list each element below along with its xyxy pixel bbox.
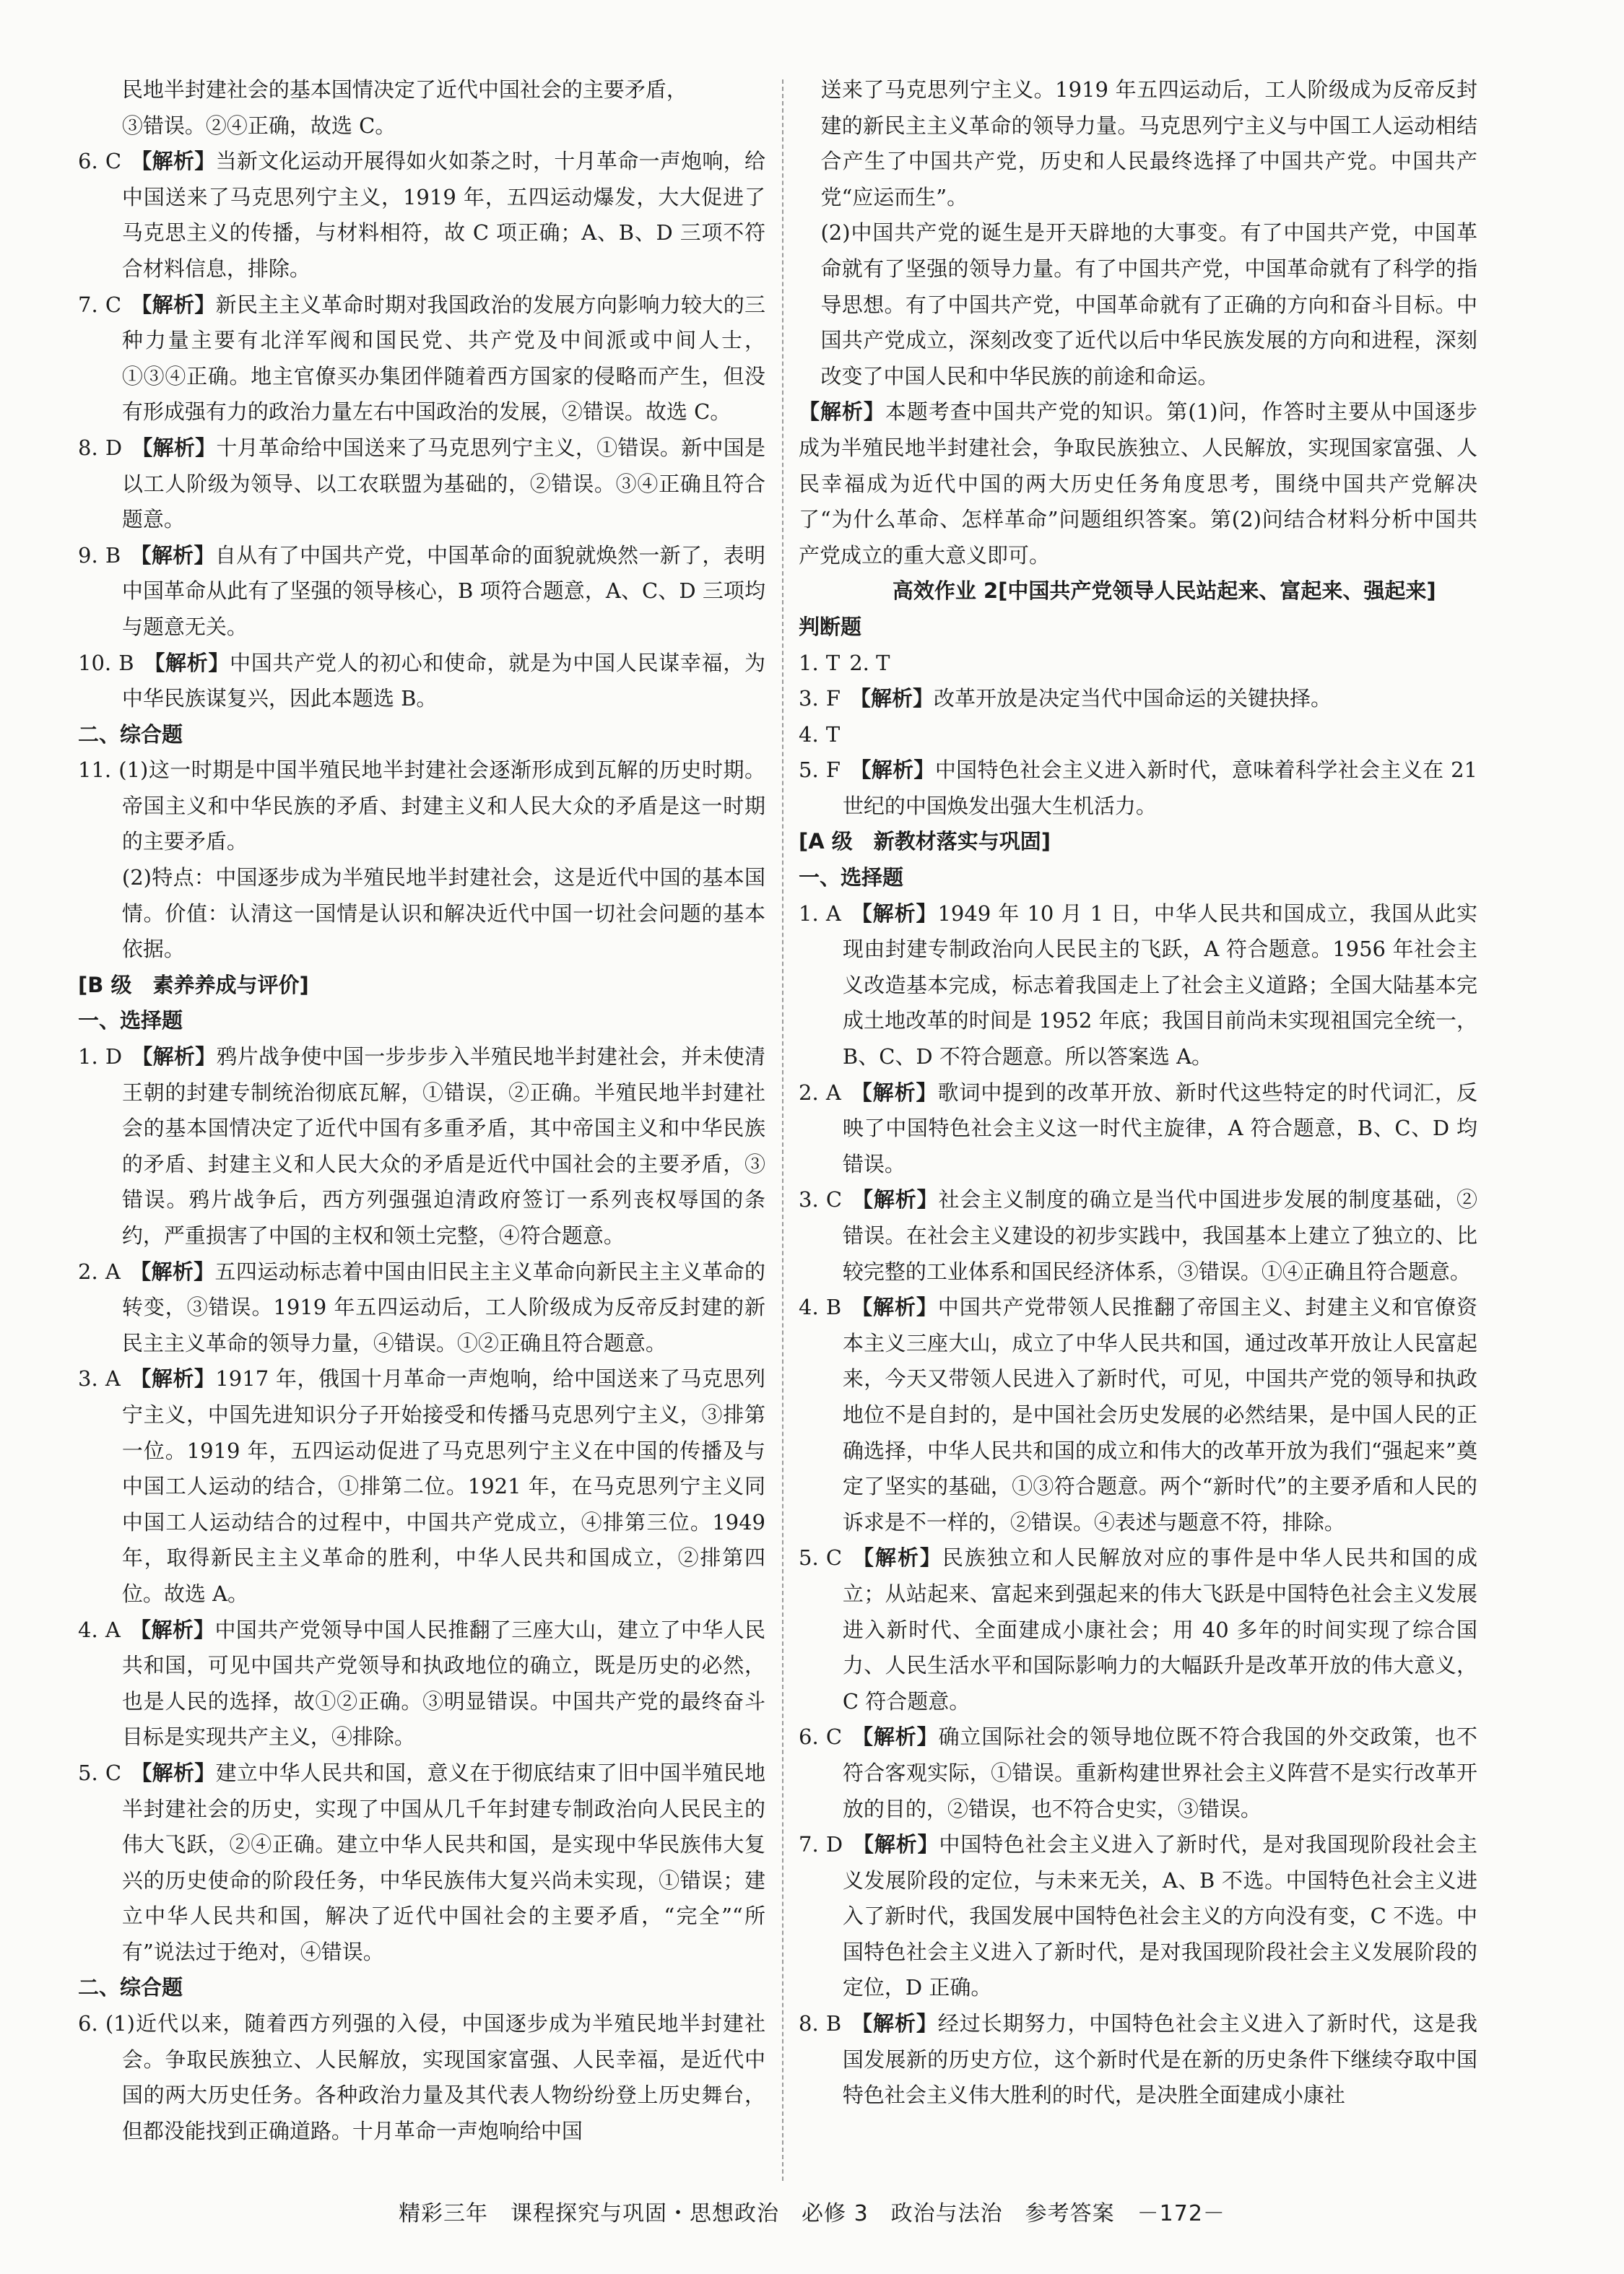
analysis-tag: 【解析】 [849, 758, 935, 783]
analysis-tag: 【解析】 [129, 1366, 216, 1392]
analysis-tag: 【解析】 [131, 435, 217, 460]
item-number: 6. [78, 149, 98, 174]
item-text: 十月革命给中国送来了马克思列宁主义，①错误。新中国是以工人阶级为领导、以工农联盟为基础的，②错误。③④正确且符合题意。 [121, 435, 765, 532]
item-text: 五四运动标志着中国由旧民主主义革命向新民主主义革命的转变，③错误。1919 年五四运动后，工人阶级成为反帝反封建的新民主主义革命的领导力量，④错误。①②正确且符合题意。 [121, 1259, 765, 1355]
analysis-tag: 【解析】 [131, 149, 216, 174]
answer-item [799, 1075, 1477, 1183]
item-text: 中国共产党领导中国人民推翻了三座大山，建立了中华人民共和国，可见中国共产党领导和执政地位的确立，既是历史的必然，也是人民的选择，故①②正确。③明显错误。中国共产党的最终奋斗目标是实现共产主义，④排除。 [121, 1617, 765, 1750]
answer-item [799, 896, 1477, 1075]
level-a-heading: [A 级 新教材落实与巩固] [799, 829, 1051, 854]
level-b-heading: [B 级 素养养成与评价] [78, 972, 309, 997]
continued-text: 送来了马克思列宁主义。1919 年五四运动后，工人阶级成为反帝反封建的新民主主义革命的领导力量。马克思列宁主义与中国工人运动相结合产生了中国共产党，历史和人民最终选择了中国共产党。中国共产党“应运而生”。 [820, 77, 1477, 209]
item-text: 民族独立和人民解放对应的事件是中华人民共和国的成立；从站起来、富起来到强起来的伟大飞跃是中国特色社会主义发展进入新时代、全面建成小康社会；用 40 多年的时间实现了综合国力、人民生活水平和国际影响力的大幅跃升是改革开放的伟大意义，C 符合题意。 [842, 1545, 1477, 1714]
section-title: 高效作业 2[中国共产党领导人民站起来、富起来、强起来] [892, 578, 1436, 604]
item-number: 5. [78, 1760, 98, 1785]
item-number: 4. [799, 1295, 819, 1320]
analysis-tag: 【解析】 [849, 686, 934, 711]
item-answer: D [105, 435, 123, 460]
answer-item [799, 717, 1477, 753]
analysis-tag: 【解析】 [850, 1080, 938, 1105]
item-number: 7. [78, 292, 98, 317]
answer-item [799, 1827, 1477, 2006]
item-answer: A [105, 1617, 121, 1642]
item-answer: B [105, 542, 121, 568]
answer-item [799, 681, 1477, 717]
section-heading: 一、选择题 [799, 865, 904, 890]
section-heading: 一、选择题 [78, 1008, 183, 1033]
answer-item [78, 1613, 765, 1756]
item-text: 歌词中提到的改革开放、新时代这些特定的时代词汇，反映了中国特色社会主义这一时代主旋律，A 符合题意，B、C、D 均错误。 [842, 1080, 1477, 1176]
item-text: 社会主义制度的确立是当代中国进步发展的制度基础，②错误。在社会主义建设的初步实践中，我国基本上建立了独立的、比较完整的工业体系和国民经济体系，③错误。①④正确且符合题意。 [842, 1187, 1477, 1284]
item-text: 自从有了中国共产党，中国革命的面貌就焕然一新了，表明中国革命从此有了坚强的领导核心，B 项符合题意，A、C、D 三项均与题意无关。 [121, 542, 765, 639]
item-number: 6. [799, 1724, 819, 1750]
item-number: 1. [799, 901, 819, 926]
item-answer: A [105, 1259, 121, 1284]
analysis-tag: 【解析】 [131, 1044, 217, 1069]
analysis-tag: 【解析】 [130, 542, 215, 568]
item-number: 2. [799, 1080, 819, 1105]
answer-item [799, 1540, 1477, 1719]
item-answer: C [825, 1187, 843, 1212]
left-column [78, 72, 765, 2149]
item-number: 4. [799, 721, 819, 747]
item-number: 1. [799, 650, 819, 675]
analysis-tag: 【解析】 [129, 1617, 215, 1642]
item-answer: B [825, 2011, 842, 2036]
item-answer: D [825, 1832, 843, 1857]
item-number: 1. [78, 1044, 98, 1069]
answer-item [78, 287, 765, 430]
answer-item [78, 144, 765, 287]
item-number: 5. [799, 1545, 819, 1571]
section-heading: 二、综合题 [78, 721, 183, 747]
item-number: 8. [799, 2011, 819, 2036]
item-number: 5. [799, 758, 819, 783]
item-answer: C [825, 1724, 843, 1750]
answer-item [799, 1290, 1477, 1540]
question-11: 11. (1)这一时期是中国半殖民地半封建社会逐渐形成到瓦解的历史时期。帝国主义和中华民族的矛盾、封建主义和人民大众的矛盾是这一时期的主要矛盾。 [78, 758, 765, 854]
item-text: 新民主主义革命时期对我国政治的发展方向影响力较大的三种力量主要有北洋军阀和国民党、共产党及中间派或中间人士，①③④正确。地主官僚买办集团伴随着西方国家的侵略而产生，但没有形成强有力的政治力量左右中国政治的发展，②错误。故选 C。 [121, 292, 765, 425]
section-heading: 二、综合题 [78, 1975, 183, 2000]
item-text: 中国共产党人的初心和使命，就是为中国人民谋幸福，为中华民族谋复兴，因此本题选 B。 [121, 650, 765, 711]
item-answer: T [825, 721, 841, 747]
analysis-tag: 【解析】 [129, 1259, 215, 1284]
item-answer: C [105, 1760, 122, 1785]
answer-item [799, 2006, 1477, 2114]
item-number: 7. [799, 1832, 819, 1857]
answer-item [799, 1719, 1477, 1827]
item-text: 中国特色社会主义进入了新时代，是对我国现阶段社会主义发展阶段的定位，与未来无关，A、B 不选。中国特色社会主义进入了新时代，我国发展中国特色社会主义的方向没有变，C 不选。中国特色社会主义进入了新时代，是对我国现阶段社会主义发展阶段的定位，D 正确。 [842, 1832, 1477, 2000]
item-answer: C [825, 1545, 843, 1571]
judge-heading: 判断题 [799, 614, 862, 639]
item-text: 建立中华人民共和国，意义在于彻底结束了旧中国半殖民地半封建社会的历史，实现了中国从几千年封建专制政治向人民民主的伟大飞跃，②④正确。建立中华人民共和国，是实现中华民族伟大复兴的历史使命的阶段任务，中华民族伟大复兴尚未实现，①错误；建立中华人民共和国，解决了近代中国社会的主要矛盾，“完全”“所有”说法过于绝对，④错误。 [121, 1760, 765, 1964]
item-number: 3. [799, 686, 819, 711]
item-text: 确立国际社会的领导地位既不符合我国的外交政策，也不符合客观实际，①错误。重新构建世界社会主义阵营不是实行改革开放的目的，②错误，也不符合史实，③错误。 [842, 1724, 1477, 1821]
intro-line: ③错误。②④正确，故选 C。 [121, 113, 396, 138]
item-number: 9. [78, 542, 98, 568]
item-text: 经过长期努力，中国特色社会主义进入了新时代，这是我国发展新的历史方位，这个新时代是在新的历史条件下继续夺取中国特色社会主义伟大胜利的时代，是决胜全面建成小康社 [842, 2011, 1477, 2108]
analysis-tag: 【解析】 [851, 1295, 938, 1320]
intro-line: 民地半封建社会的基本国情决定了近代中国社会的主要矛盾， [121, 77, 687, 102]
item-extra: 2. T [849, 650, 890, 675]
right-column [799, 72, 1477, 2114]
item-text: 1917 年，俄国十月革命一声炮响，给中国送来了马克思列宁主义，中国先进知识分子开始接受和传播马克思列宁主义，③排第一位。1919 年，五四运动促进了马克思列宁主义在中国的传播及与中国工人运动的结合，①排第二位。1921 年，在马克思列宁主义同中国工人运动结合的过程中，中国共产党成立，④排第三位。1949 年，取得新民主主义革命的胜利，中华人民共和国成立，②排第四位。故选 A。 [121, 1366, 765, 1606]
analysis-tag: 【解析】 [851, 2011, 938, 2036]
item-number: 2. [78, 1259, 98, 1284]
answer-item [78, 1254, 765, 1362]
analysis-tag: 【解析】 [850, 901, 938, 926]
item-text: 当新文化运动开展得如火如荼之时，十月革命一声炮响，给中国送来了马克思列宁主义，1919 年，五四运动爆发，大大促进了马克思主义的传播，与材料相符，故 C 项正确；A、B、D 三项不符合材料信息，排除。 [121, 149, 765, 281]
answer-item [78, 538, 765, 646]
analysis-tag: 【解析】 [851, 1724, 939, 1750]
page-footer: 精彩三年 课程探究与巩固・思想政治 必修 3 政治与法治 参考答案 －172－ [399, 2201, 1225, 2226]
item-answer: A [825, 1080, 841, 1105]
analysis-tag: 【解析】 [852, 1832, 939, 1857]
item-text: 中国特色社会主义进入新时代，意味着科学社会主义在 21 世纪的中国焕发出强大生机活力。 [842, 758, 1477, 818]
item-number: 4. [78, 1617, 98, 1642]
answer-item [78, 430, 765, 538]
item-number: 8. [78, 435, 98, 460]
item-answer: D [105, 1044, 123, 1069]
answer-part2: (2)中国共产党的诞生是开天辟地的大事变。有了中国共产党，中国革命就有了坚强的领导力量。有了中国共产党，中国革命就有了科学的指导思想。有了中国共产党，中国革命就有了正确的方向和奋斗目标。中国共产党成立，深刻改变了近代以后中华民族发展的方向和进程，深刻改变了中国人民和中华民族的前途和命运。 [820, 220, 1477, 389]
answer-item [799, 646, 1477, 682]
question-11-part2: (2)特点：中国逐步成为半殖民地半封建社会，这是近代中国的基本国情。价值：认清这一国情是认识和解决近代中国一切社会问题的基本依据。 [121, 865, 765, 962]
item-answer: C [105, 149, 122, 174]
question-6: 6. (1)近代以来，随着西方列强的入侵，中国逐步成为半殖民地半封建社会。争取民族独立、人民解放，实现国家富强、人民幸福，是近代中国的两大历史任务。各种政治力量及其代表人物纷纷登上历史舞台，但都没能找到正确道路。十月革命一声炮响给中国 [78, 2011, 765, 2143]
item-answer: C [105, 292, 122, 317]
column-divider [782, 79, 783, 2181]
analysis: 【解析】本题考查中国共产党的知识。第(1)问，作答时主要从中国逐步成为半殖民地半封建社会，争取民族独立、人民解放，实现国家富强、人民幸福成为近代中国的两大历史任务角度思考，围绕中国共产党解决了“为什么革命、怎样革命”问题组织答案。第(2)问结合材料分析中国共产党成立的重大意义即可。 [799, 399, 1477, 568]
analysis-tag: 【解析】 [131, 292, 216, 317]
item-number: 10. [78, 650, 112, 675]
analysis-tag: 【解析】 [143, 650, 230, 675]
answer-item [78, 1756, 765, 1971]
item-answer: B [118, 650, 134, 675]
item-text: 鸦片战争使中国一步步步入半殖民地半封建社会，并未使清王朝的封建专制统治彻底瓦解，①错误，②正确。半殖民地半封建社会的基本国情决定了近代中国有多重矛盾，其中帝国主义和中华民族的矛盾、封建主义和人民大众的矛盾是近代中国社会的主要矛盾，③错误。鸦片战争后，西方列强强迫清政府签订一系列丧权辱国的条约，严重损害了中国的主权和领土完整，④符合题意。 [121, 1044, 765, 1248]
analysis-tag: 【解析】 [851, 1545, 942, 1571]
answer-item [78, 1361, 765, 1612]
item-answer: A [105, 1366, 121, 1392]
item-text: 改革开放是决定当代中国命运的关键抉择。 [934, 686, 1332, 711]
answer-item [78, 646, 765, 717]
answer-item [799, 752, 1477, 824]
answer-item [78, 1039, 765, 1254]
item-answer: T [825, 650, 841, 675]
item-answer: F [825, 686, 841, 711]
item-number: 3. [78, 1366, 98, 1392]
item-text: 1949 年 10 月 1 日，中华人民共和国成立，我国从此实现由封建专制政治向人民民主的飞跃，A 符合题意。1956 年社会主义改造基本完成，标志着我国走上了社会主义道路；全国大陆基本完成土地改革的时间是 1952 年底；我国目前尚未实现祖国完全统一，B、C、D 不符合题意。所以答案选 A。 [842, 901, 1477, 1069]
analysis-tag: 【解析】 [131, 1760, 216, 1785]
answer-item [799, 1182, 1477, 1290]
item-number: 3. [799, 1187, 819, 1212]
item-text: 中国共产党带领人民推翻了帝国主义、封建主义和官僚资本主义三座大山，成立了中华人民共和国，通过改革开放让人民富起来，今天又带领人民进入了新时代，可见，中国共产党的领导和执政地位不是自封的，是中国社会历史发展的必然结果，是中国人民的正确选择，中华人民共和国的成立和伟大的改革开放为我们“强起来”奠定了坚实的基础，①③符合题意。两个“新时代”的主要矛盾和人民的诉求是不一样的，②错误。④表述与题意不符，排除。 [842, 1295, 1477, 1535]
analysis-tag: 【解析】 [851, 1187, 939, 1212]
item-answer: B [825, 1295, 842, 1320]
item-answer: A [825, 901, 841, 926]
item-answer: F [825, 758, 841, 783]
